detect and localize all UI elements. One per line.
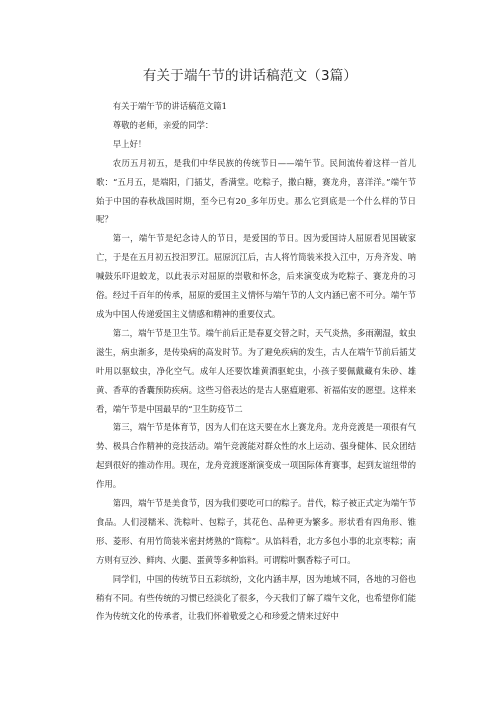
- document-body: [96, 97, 416, 626]
- paragraph-first: 第一，端午节是纪念诗人的节日，是爱国的节日。因为爱国诗人屈原看见国破家亡，于是在五月初五投汨罗江。屈原沉江后，古人将竹筒装米投入江中，万舟齐发、呐喊鼓乐吓退蛟龙，以此表示对屈原的崇敬和怀念，后来演变成为吃粽子、赛龙舟的习俗。经过千百年的传承，屈原的爱国主义情怀与端午节的人文内涵已密不可分。端午节成为中国人传递爱国主义情感和精神的重要仪式。: [96, 233, 416, 319]
- article-heading: 有关于端午节的讲话稿范文篇1: [112, 101, 227, 111]
- paragraph-closing: 同学们，中国的传统节日五彩缤纷，文化内涵丰厚，因为地域不同，各地的习俗也稍有不同。有些传统的习惯已经淡化了很多，今天我们了解了端午文化，也希望你们能作为传统文化的传承者，让我们怀着敬爱之心和珍爱之情来过好中: [96, 573, 416, 622]
- paragraph-intro: 农历五月初五，是我们中华民族的传统节日——端午节。民间流传着这样一首儿歌：“五月五，是端阳，门插艾，香满堂。吃粽子，撒白糖，赛龙舟，喜洋洋。”端午节始于中国的春秋战国时期，至今已有20_多年历史。那么它到底是一个什么样的节日呢？: [96, 157, 416, 225]
- salutation: 尊敬的老师，亲爱的同学：: [112, 119, 214, 130]
- paragraph-fourth: 第四，端午节是美食节，因为我们要吃可口的粽子。昔代，粽子被正式定为端午节食品。人们浸糯米、洗粽叶、包粽子，其花色、品种更为繁多。形状看有四角形、锥形、菱形、有用竹筒装米密封烤熟的“筒粽”。从馅料看，北方多包小事的北京枣粽；南方则有豆沙、鲜肉、火腿、蛋黄等多种馅料。可谓粽叶飘香粽子可口。: [96, 498, 416, 565]
- greeting: 早上好！: [112, 138, 147, 149]
- document-title: 有关于端午节的讲话稿范文（3篇）: [142, 68, 358, 84]
- paragraph-second: 第二，端午节是卫生节。端午前后正是春夏交替之时，天气炎热，多雨潮湿，蚊虫滋生，病虫渐多，是传染病的高发时节。为了避免疾病的发生，古人在端午节前后插艾叶用以驱蚊虫，净化空气。成年人还要饮雄黄酒驱蛇虫，小孩子要佩戴藏有朱砂、雄黄、香草的香囊预防疾病。这些习俗表达的是古人驱瘟避邪、祈福佑安的愿望。这样来看，端午节是中国最早的“卫生防疫节二: [96, 327, 416, 414]
- paragraph-third: 第三，端午节是体育节，因为人们在这天要在水上赛龙舟。龙舟竞渡是一项很有气势、极具合作精神的竞技活动。端午竞渡能对群众性的水上运动、强身健体、民众团结起到很好的推动作用。现在，龙舟竞渡逐渐演变成一项国际体育赛事，起到友谊纽带的作用。: [96, 422, 416, 490]
